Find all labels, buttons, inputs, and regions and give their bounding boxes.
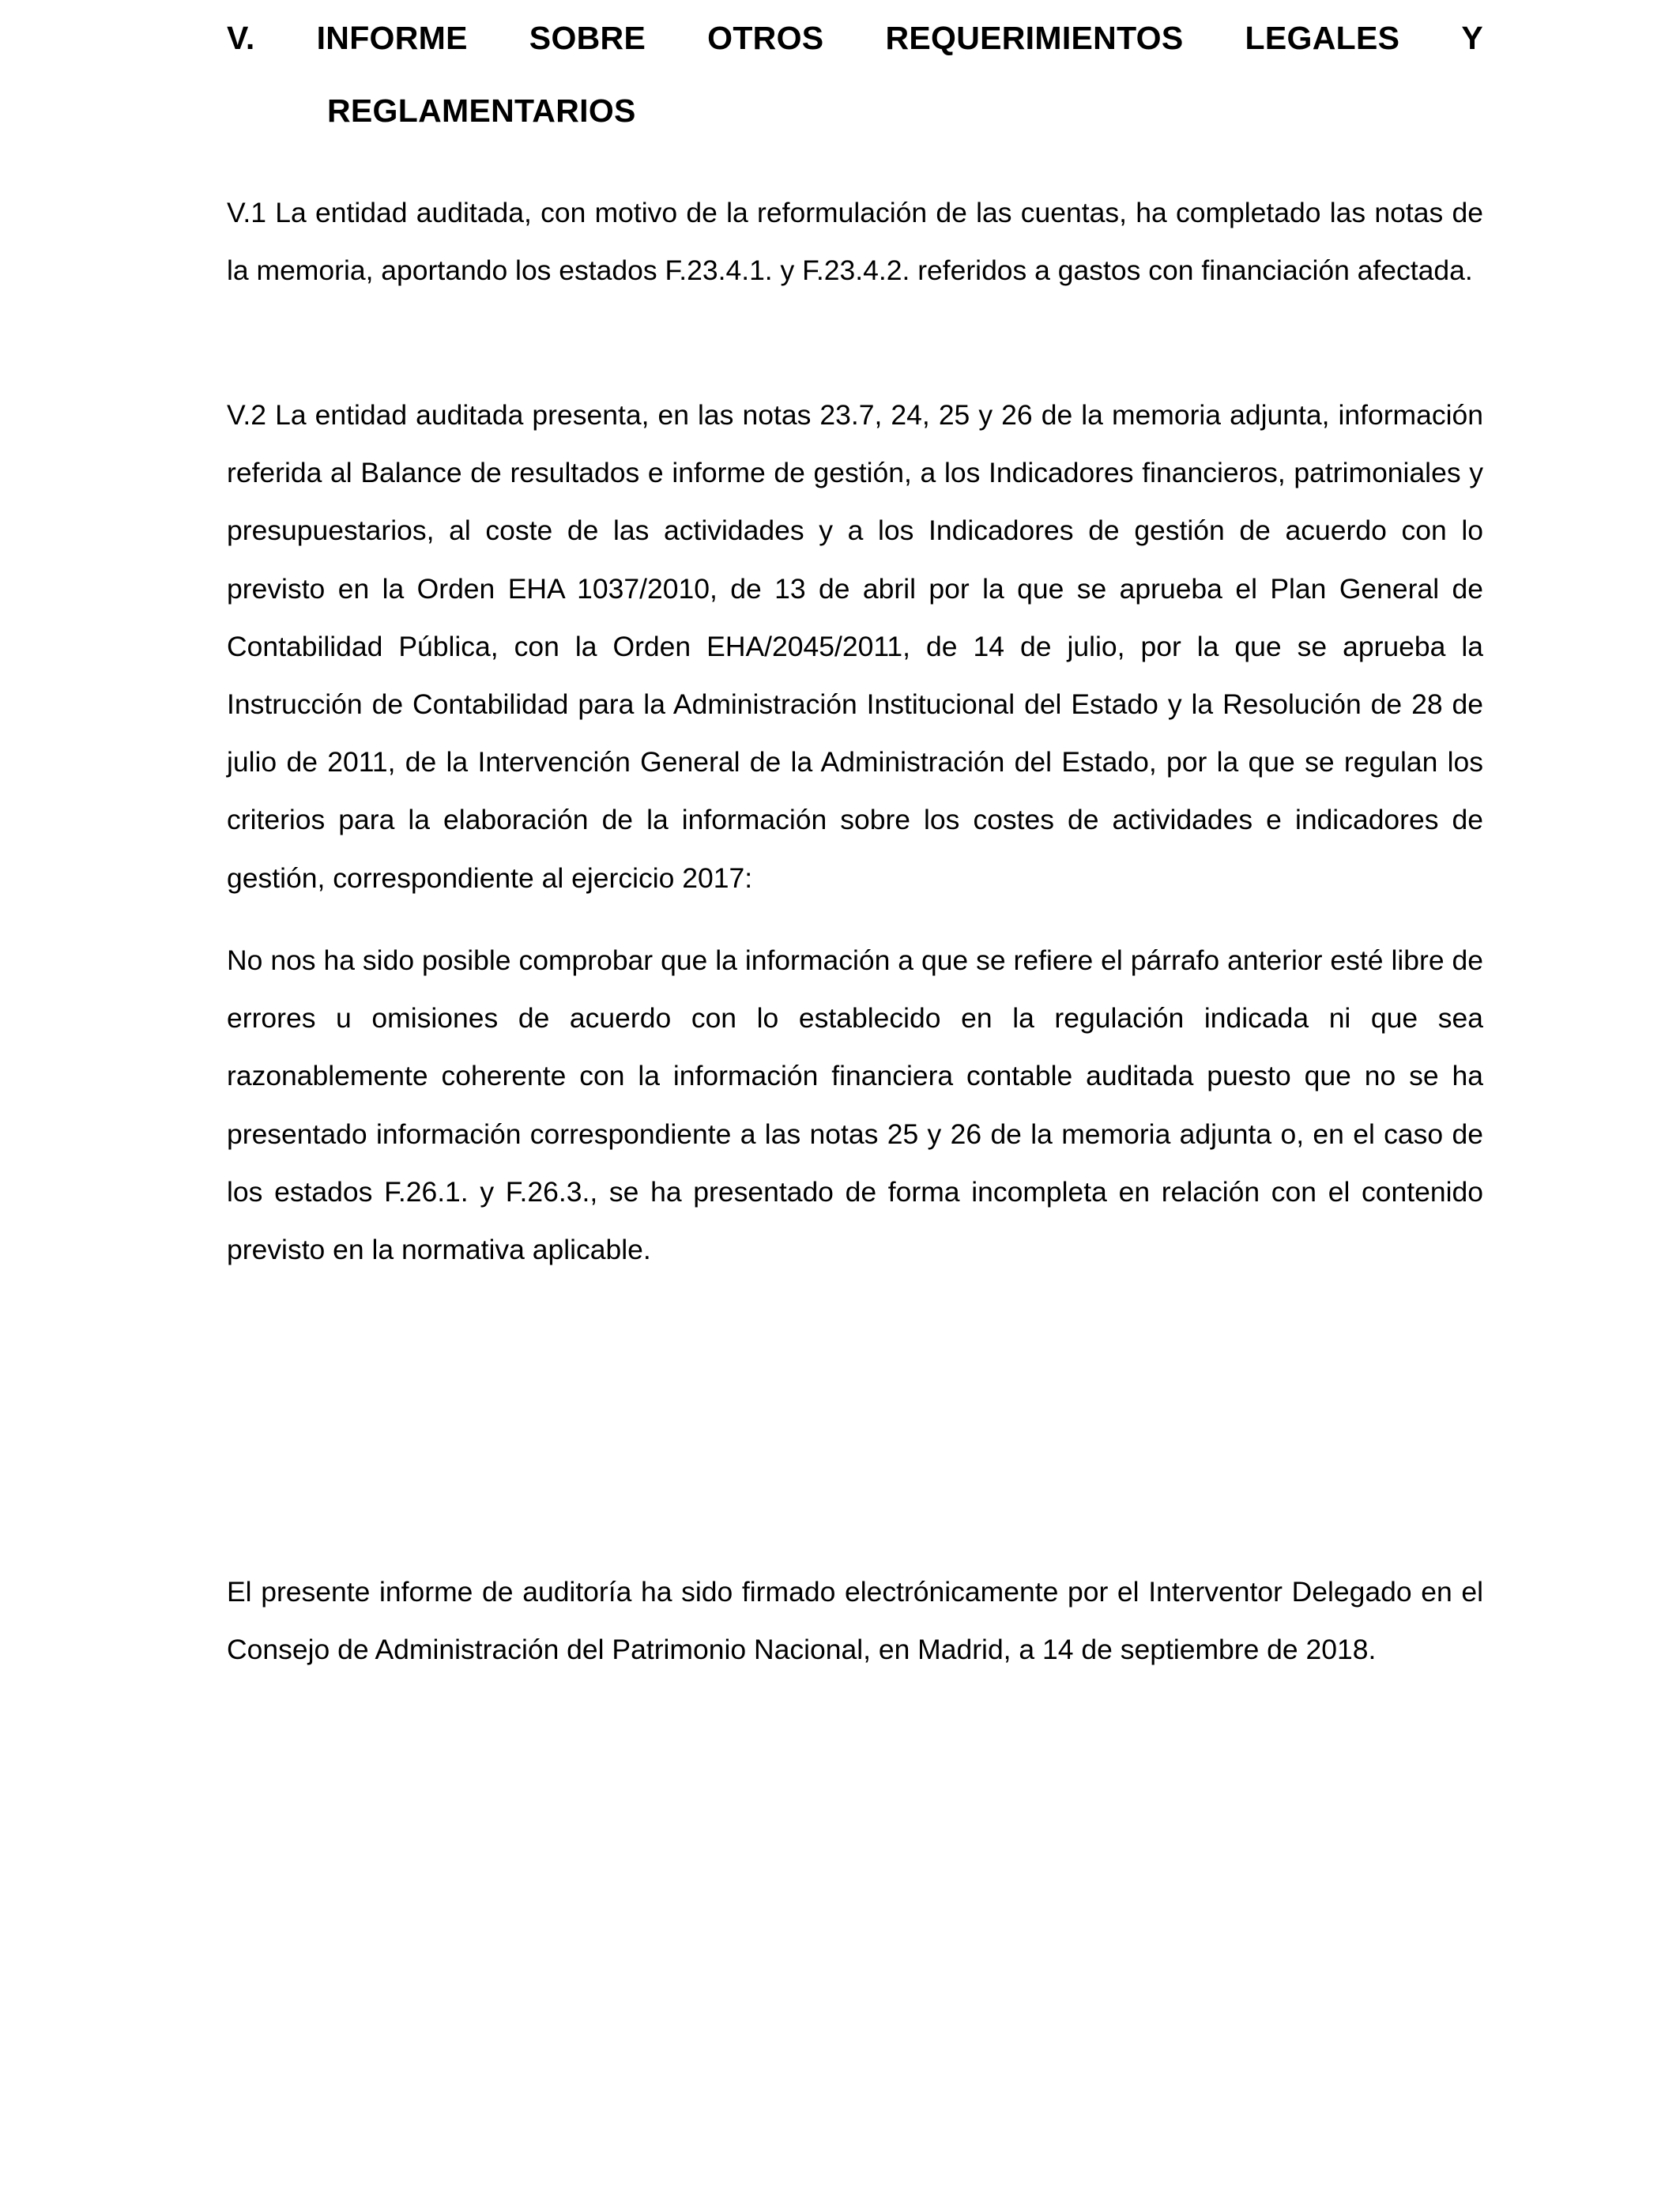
heading-word: REQUERIMIENTOS [885,20,1184,56]
heading-word: SOBRE [529,20,646,56]
heading-word: Y [1461,20,1483,56]
paragraph-no-posible: No nos ha sido posible comprobar que la información a que se refiere el párrafo anterior esté libre de errores u omisiones de acuerdo con lo establecido en la regulación indicada ni que sea razonablemente coherente con la información financiera contable auditada puesto que no se ha presentado información correspondiente a las notas 25 y 26 de la memoria adjunta o, en el caso de los estados F.26.1. y F.26.3., se ha presentado de forma incompleta en relación con el contenido previsto en la normativa aplicable. [227,944,1483,1266]
paragraph-firma: El presente informe de auditoría ha sido firmado electrónicamente por el Interventor Delegado en el Consejo de Administración del Patrimonio Nacional, en Madrid, a 14 de septiembre de 2018. [227,1576,1483,1666]
heading-word: LEGALES [1245,20,1400,56]
section-heading-line-1 [227,17,1483,58]
heading-word: V. [227,20,255,56]
section-heading-line-2: REGLAMENTARIOS [327,92,636,129]
heading-word: INFORME [316,20,468,56]
paragraph-v1: V.1 La entidad auditada, con motivo de la reformulación de las cuentas, ha completado las notas de la memoria, aportando los estados F.23.4.1. y F.23.4.2. referidos a gastos con financiación afectada. [227,197,1483,287]
paragraph-v2: V.2 La entidad auditada presenta, en las notas 23.7, 24, 25 y 26 de la memoria adjunta, información referida al Balance de resultados e informe de gestión, a los Indicadores financieros, patrimoniales y presupuestarios, al coste de las actividades y a los Indicadores de gestión de acuerdo con lo previsto en la Orden EHA 1037/2010, de 13 de abril por la que se aprueba el Plan General de Contabilidad Pública, con la Orden EHA/2045/2011, de 14 de julio, por la que se aprueba la Instrucción de Contabilidad para la Administración Institucional del Estado y la Resolución de 28 de julio de 2011, de la Intervención General de la Administración del Estado, por la que se regulan los criterios para la elaboración de la información sobre los costes de actividades e indicadores de gestión, correspondiente al ejercicio 2017: [227,399,1483,894]
section-heading [227,17,1483,131]
heading-word: OTROS [707,20,824,56]
